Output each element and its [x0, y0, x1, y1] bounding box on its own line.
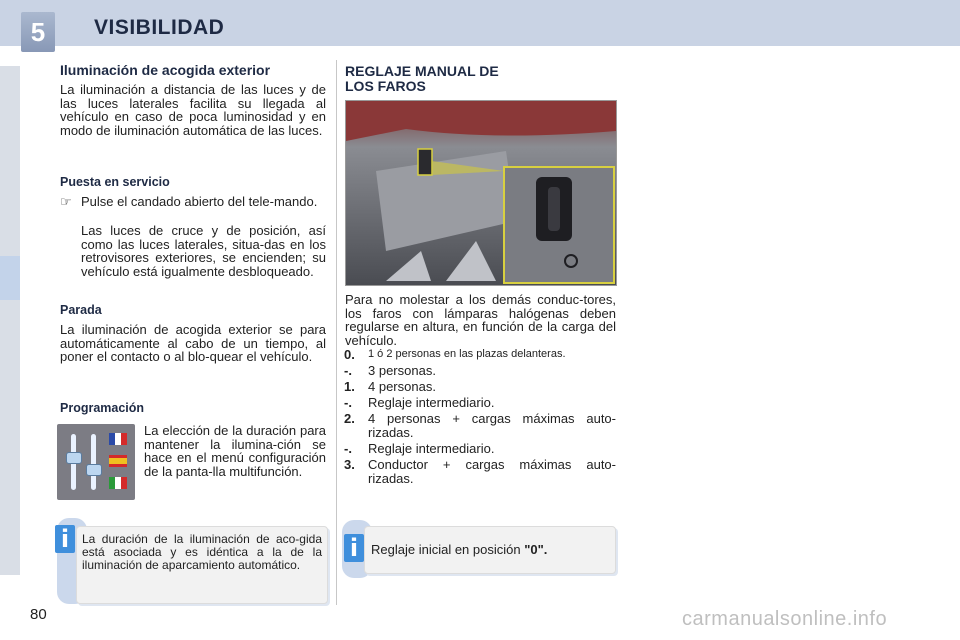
stop-text: La iluminación de acogida exterior se para automáticamente al cabo de un tiempo, al poner el contacto o al blo-quear el vehículo.: [60, 322, 326, 364]
page-title: VISIBILIDAD: [94, 16, 225, 39]
list-item: [344, 458, 616, 485]
list-item-key: 0.: [344, 347, 355, 362]
list-item-value: Reglaje intermediario.: [368, 440, 495, 456]
programming-text: La elección de la duración para mantener la ilumina-ción se hace en el menú configuración de la panta-lla multifunción.: [144, 423, 326, 479]
activation-step-note: Las luces de cruce y de posición, así como las luces laterales, situa-das en los retrovisores exteriores, se encienden; su vehículo está igualmente desbloqueado.: [81, 223, 326, 279]
headlamp-intro: Para no molestar a los demás conduc-tores, los faros con lámparas halógenas deben regularse en altura, en función de la carga del vehículo.: [345, 292, 616, 348]
list-item: [344, 364, 616, 378]
info-initial-setting-value: "0".: [524, 542, 548, 557]
list-item-value: 4 personas.: [368, 379, 436, 395]
info-initial-setting-text: [371, 543, 611, 557]
list-item-value: 4 personas + cargas máximas auto-rizadas.: [368, 411, 616, 440]
list-item-value: Conductor + cargas máximas auto-rizadas.: [368, 457, 616, 486]
section-title-manual-headlamp: [345, 64, 499, 94]
chapter-number-badge: 5: [21, 12, 55, 52]
list-item: [344, 396, 616, 410]
page-number: 80: [30, 606, 47, 623]
side-tab: [0, 300, 20, 575]
list-item-key: -.: [344, 440, 352, 456]
list-item-value: 1 ó 2 personas en las plazas delanteras.: [368, 348, 566, 360]
list-item-key: 1.: [344, 379, 355, 395]
stop-heading: Parada: [60, 303, 102, 317]
welcome-lighting-intro: La iluminación a distancia de las luces y de las luces laterales facilita su llegada al vehículo en caso de poca luminosidad y en modo de iluminación automática de las luces.: [60, 82, 326, 138]
list-item: [344, 442, 616, 456]
activation-heading: Puesta en servicio: [60, 175, 170, 189]
info-duration-text: La duración de la iluminación de aco-gida está asociada y es idéntica a la de la iluminación de aparcamiento automático.: [82, 532, 322, 572]
list-item: [344, 380, 616, 394]
settings-sliders-flags-icon: [57, 424, 135, 500]
list-item-value: 3 personas.: [368, 363, 436, 379]
side-tab: [0, 66, 20, 256]
list-item-value: Reglaje intermediario.: [368, 395, 495, 411]
info-initial-setting-label: Reglaje inicial en posición: [371, 542, 525, 557]
activation-step-text: Pulse el candado abierto del tele-mando.: [81, 194, 318, 209]
programming-heading: Programación: [60, 401, 145, 415]
headlamp-position-list: [344, 348, 616, 488]
list-item: [344, 412, 616, 439]
pointing-hand-icon: ☞: [60, 194, 72, 209]
info-icon: i: [344, 534, 364, 562]
headlamp-adjust-photo: [345, 100, 617, 286]
watermark: carmanualsonline.info: [682, 608, 888, 630]
column-divider: [336, 60, 337, 605]
info-icon: i: [55, 525, 75, 553]
list-item-key: -.: [344, 363, 352, 379]
list-item-key: -.: [344, 395, 352, 411]
list-item-key: 3.: [344, 457, 355, 473]
list-item: [344, 348, 616, 362]
section-title-line-2: LOS FAROS: [345, 78, 426, 94]
section-title-line-1: REGLAJE MANUAL DE: [345, 63, 499, 79]
side-tab-active: [0, 256, 20, 300]
list-item-key: 2.: [344, 411, 355, 427]
section-title-welcome-lighting: Iluminación de acogida exterior: [60, 62, 271, 78]
